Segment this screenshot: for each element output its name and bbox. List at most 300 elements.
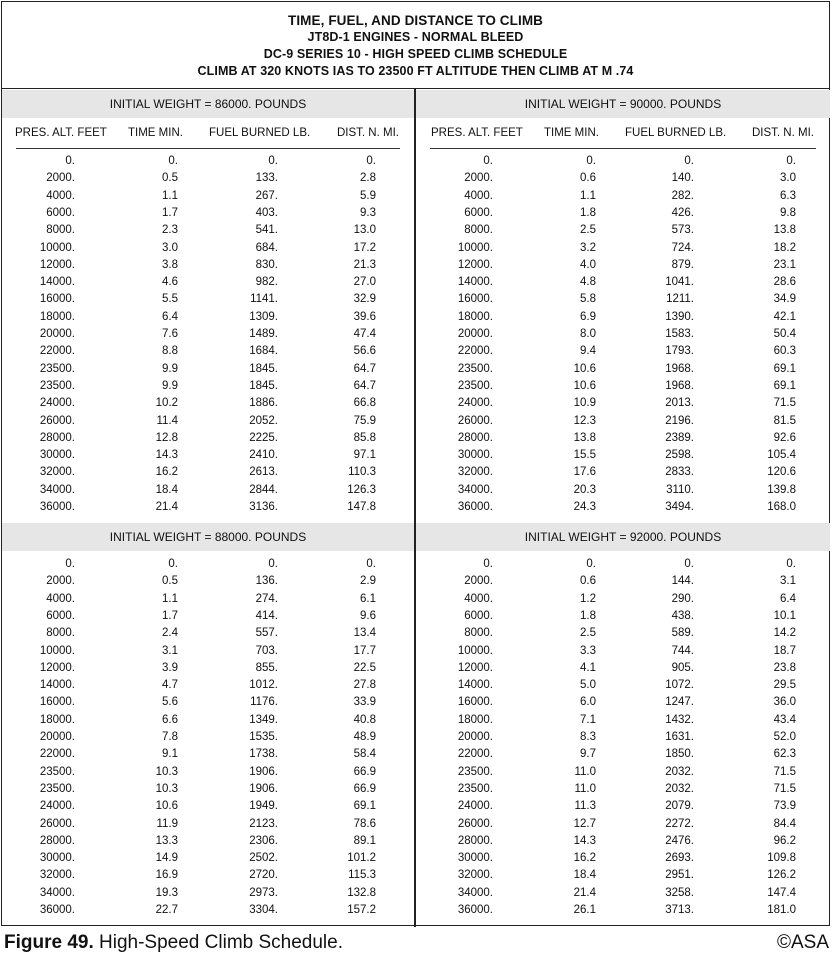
table-cell: 6.1 — [360, 592, 376, 605]
table-cell: 19.3 — [155, 886, 178, 899]
table-cell: 32000. — [457, 466, 493, 479]
table-cell: 12000. — [39, 661, 75, 674]
table-cell: 13.8 — [773, 224, 796, 237]
table-cell: 2000. — [46, 575, 75, 588]
table-cell: 830. — [255, 258, 278, 271]
table-cell: 36000. — [39, 904, 75, 916]
table-cell: 2.4 — [162, 627, 178, 640]
table-cell: 32000. — [39, 466, 75, 479]
table-cell: 26000. — [39, 414, 75, 427]
table-cell: 1176. — [250, 696, 278, 709]
table-cell: 48.9 — [353, 731, 376, 743]
table-cell: 2693. — [665, 852, 694, 865]
table-cell: 27.8 — [353, 679, 376, 692]
table-cell: 9.6 — [360, 609, 376, 622]
table-cell: 12.8 — [155, 431, 178, 444]
table-cell: 1738. — [249, 748, 278, 761]
column-header: PRES. ALT. FEET — [15, 127, 107, 139]
table-cell: 133. — [255, 172, 278, 185]
table-cell: 0. — [168, 558, 178, 570]
table-cell: 1968. — [665, 379, 694, 392]
table-cell: 557. — [255, 627, 278, 640]
aircraft-subtitle: DC-9 SERIES 10 - HIGH SPEED CLIMB SCHEDULE — [263, 47, 568, 61]
table-cell: 33.9 — [353, 696, 376, 709]
table-cell: 6000. — [46, 206, 75, 219]
table-cell: 8.8 — [162, 345, 178, 358]
table-cell: 1489. — [249, 328, 278, 340]
table-cell: 573. — [671, 224, 694, 237]
table-cell: 34000. — [39, 886, 75, 899]
table-cell: 92.6 — [773, 431, 796, 444]
table-cell: 403. — [255, 206, 278, 219]
table-cell: 0. — [483, 558, 493, 570]
table-cell: 6000. — [46, 609, 75, 622]
table-cell: 3.3 — [580, 644, 596, 657]
table-cell: 26000. — [457, 817, 493, 830]
table-cell: 20000. — [457, 731, 493, 743]
table-cell: 8.0 — [580, 328, 596, 340]
table-cell: 2.9 — [360, 575, 376, 588]
table-cell: 110.3 — [348, 466, 376, 479]
table-cell: 12000. — [39, 258, 75, 271]
table-cell: 64.7 — [353, 362, 376, 375]
table-cell: 0. — [586, 155, 596, 167]
table-cell: 0. — [366, 155, 376, 167]
table-cell: 26.1 — [573, 904, 596, 916]
table-cell: 18000. — [457, 310, 493, 323]
table-cell: 126.3 — [347, 483, 376, 496]
table-cell: 1.1 — [580, 189, 596, 202]
table-cell: 4000. — [46, 592, 75, 605]
table-cell: 0. — [65, 558, 75, 570]
table-cell: 16000. — [39, 293, 75, 306]
column-header: PRES. ALT. FEET — [431, 127, 523, 139]
table-cell: 0. — [684, 155, 694, 167]
table-cell: 1309. — [249, 310, 278, 323]
table-cell: 6.6 — [162, 713, 178, 726]
figure-caption — [4, 932, 343, 954]
table-cell: 69.1 — [773, 362, 796, 375]
table-cell: 11.0 — [574, 782, 596, 795]
table-cell: 36.0 — [773, 696, 796, 709]
table-cell: 1072. — [665, 679, 694, 692]
table-cell: 16.2 — [573, 852, 596, 865]
table-cell: 1.7 — [162, 206, 178, 219]
table-cell: 29.5 — [773, 679, 796, 692]
table-cell: 9.3 — [360, 206, 376, 219]
table-cell: 11.4 — [156, 414, 178, 427]
table-cell: 1041. — [665, 276, 694, 289]
table-cell: 147.4 — [767, 886, 796, 899]
table-cell: 2.5 — [580, 224, 596, 237]
table-cell: 12000. — [457, 258, 493, 271]
table-cell: 1211. — [666, 293, 694, 306]
table-cell: 2032. — [665, 765, 694, 778]
table-cell: 24000. — [39, 397, 75, 410]
table-cell: 23500. — [457, 362, 493, 375]
table-cell: 2720. — [249, 869, 278, 882]
table-cell: 1.8 — [580, 609, 596, 622]
table-cell: 89.1 — [353, 834, 376, 847]
table-cell: 3.0 — [780, 172, 796, 185]
table-cell: 9.1 — [162, 748, 178, 761]
table-cell: 1.1 — [162, 189, 178, 202]
table-cell: 1432. — [665, 713, 694, 726]
table-cell: 2079. — [665, 800, 694, 813]
table-cell: 23500. — [39, 765, 75, 778]
table-cell: 5.9 — [360, 189, 376, 202]
table-cell: 5.6 — [162, 696, 178, 709]
table-cell: 101.2 — [347, 852, 376, 865]
table-cell: 6.0 — [580, 696, 596, 709]
figure-title: High-Speed Climb Schedule. — [99, 932, 343, 953]
table-cell: 12000. — [457, 661, 493, 674]
table-cell: 703. — [255, 644, 278, 657]
table-cell: 23.8 — [773, 661, 796, 674]
table-cell: 157.2 — [347, 904, 376, 916]
table-cell: 0. — [366, 558, 376, 570]
table-cell: 2389. — [665, 431, 694, 444]
table-cell: 69.1 — [773, 379, 796, 392]
table-cell: 10000. — [457, 241, 493, 254]
table-cell: 10.6 — [573, 379, 596, 392]
table-cell: 32.9 — [353, 293, 376, 306]
table-cell: 1845. — [249, 362, 278, 375]
table-cell: 0. — [586, 558, 596, 570]
table-cell: 9.4 — [580, 345, 596, 358]
table-cell: 2476. — [665, 834, 694, 847]
table-cell: 1886. — [249, 397, 278, 410]
table-cell: 23500. — [457, 782, 493, 795]
table-cell: 1349. — [249, 713, 278, 726]
table-cell: 21.4 — [155, 501, 178, 513]
table-cell: 18000. — [39, 310, 75, 323]
table-cell: 724. — [671, 241, 694, 254]
header-rule — [430, 148, 816, 149]
table-cell: 11.9 — [156, 817, 178, 830]
table-cell: 84.4 — [773, 817, 796, 830]
table-cell: 1906. — [249, 765, 278, 778]
table-cell: 17.7 — [353, 644, 376, 657]
table-cell: 5.5 — [162, 293, 178, 306]
table-cell: 2013. — [665, 397, 694, 410]
table-frame — [1, 1, 830, 926]
table-cell: 10000. — [39, 241, 75, 254]
table-cell: 21.4 — [573, 886, 596, 899]
table-cell: 2000. — [464, 172, 493, 185]
figure-number: Figure 49. — [4, 932, 94, 953]
table-cell: 18000. — [39, 713, 75, 726]
table-cell: 15.5 — [573, 449, 596, 462]
table-cell: 8000. — [464, 627, 493, 640]
table-cell: 0. — [268, 155, 278, 167]
table-cell: 4.0 — [580, 258, 596, 271]
table-cell: 0.6 — [580, 172, 596, 185]
table-cell: 71.5 — [773, 782, 796, 795]
table-cell: 3110. — [666, 483, 694, 496]
section-header: INITIAL WEIGHT = 88000. POUNDS — [2, 523, 414, 551]
table-cell: 109.8 — [767, 852, 796, 865]
table-cell: 22.7 — [155, 904, 178, 916]
table-cell: 2032. — [665, 782, 694, 795]
table-cell: 2.5 — [580, 627, 596, 640]
table-cell: 28000. — [39, 431, 75, 444]
table-cell: 9.9 — [162, 362, 178, 375]
table-cell: 290. — [671, 592, 694, 605]
table-cell: 39.6 — [353, 310, 376, 323]
table-cell: 97.1 — [353, 449, 376, 462]
table-cell: 2196. — [665, 414, 694, 427]
table-cell: 30000. — [39, 852, 75, 865]
table-cell: 982. — [255, 276, 278, 289]
table-cell: 7.8 — [162, 731, 178, 743]
header-rule — [16, 148, 400, 149]
table-cell: 10000. — [457, 644, 493, 657]
table-cell: 1968. — [665, 362, 694, 375]
table-cell: 12.3 — [573, 414, 596, 427]
table-cell: 4.7 — [162, 679, 178, 692]
table-cell: 267. — [255, 189, 278, 202]
table-cell: 34000. — [457, 886, 493, 899]
table-cell: 3.9 — [162, 661, 178, 674]
table-cell: 1.8 — [580, 206, 596, 219]
table-cell: 6000. — [464, 206, 493, 219]
table-cell: 3.2 — [580, 241, 596, 254]
table-cell: 16000. — [39, 696, 75, 709]
table-cell: 1390. — [665, 310, 694, 323]
table-cell: 274. — [255, 592, 278, 605]
table-cell: 8000. — [46, 627, 75, 640]
table-cell: 26000. — [457, 414, 493, 427]
table-cell: 23500. — [39, 782, 75, 795]
table-cell: 22000. — [39, 345, 75, 358]
table-cell: 0. — [684, 558, 694, 570]
table-cell: 1247. — [665, 696, 694, 709]
table-cell: 32000. — [457, 869, 493, 882]
table-cell: 66.8 — [353, 397, 376, 410]
table-cell: 23500. — [39, 379, 75, 392]
table-cell: 2123. — [249, 817, 278, 830]
table-cell: 426. — [671, 206, 694, 219]
table-cell: 47.4 — [353, 328, 376, 340]
table-cell: 50.4 — [773, 328, 796, 340]
table-cell: 13.4 — [353, 627, 376, 640]
table-cell: 10.3 — [155, 765, 178, 778]
table-cell: 0. — [65, 155, 75, 167]
table-cell: 684. — [255, 241, 278, 254]
table-cell: 9.7 — [580, 748, 596, 761]
table-cell: 4.8 — [580, 276, 596, 289]
table-cell: 1906. — [249, 782, 278, 795]
table-cell: 1684. — [249, 345, 278, 358]
table-cell: 6.3 — [780, 189, 796, 202]
table-cell: 18.4 — [573, 869, 596, 882]
section-header: INITIAL WEIGHT = 90000. POUNDS — [416, 90, 830, 118]
table-cell: 56.6 — [353, 345, 376, 358]
table-cell: 9.9 — [162, 379, 178, 392]
table-cell: 28000. — [457, 431, 493, 444]
table-cell: 6.9 — [580, 310, 596, 323]
table-cell: 2000. — [46, 172, 75, 185]
table-cell: 22000. — [457, 345, 493, 358]
table-cell: 20000. — [39, 328, 75, 340]
engine-subtitle: JT8D-1 ENGINES - NORMAL BLEED — [307, 30, 524, 44]
table-cell: 905. — [671, 661, 694, 674]
table-cell: 10.6 — [573, 362, 596, 375]
table-cell: 22000. — [39, 748, 75, 761]
table-cell: 17.6 — [573, 466, 596, 479]
table-cell: 0.5 — [162, 172, 178, 185]
table-cell: 0.5 — [162, 575, 178, 588]
table-cell: 132.8 — [347, 886, 376, 899]
table-cell: 62.3 — [773, 748, 796, 761]
table-cell: 66.9 — [353, 765, 376, 778]
table-cell: 3.1 — [162, 644, 178, 657]
table-cell: 2598. — [665, 449, 694, 462]
table-cell: 30000. — [39, 449, 75, 462]
table-cell: 6000. — [464, 609, 493, 622]
table-cell: 1141. — [250, 293, 278, 306]
table-cell: 2833. — [665, 466, 694, 479]
table-cell: 140. — [671, 172, 694, 185]
table-cell: 7.6 — [162, 328, 178, 340]
column-header: DIST. N. MI. — [752, 127, 814, 139]
table-cell: 2951. — [665, 869, 694, 882]
table-cell: 136. — [255, 575, 278, 588]
table-cell: 126.2 — [767, 869, 796, 882]
table-cell: 10.2 — [155, 397, 178, 410]
table-cell: 1012. — [249, 679, 278, 692]
table-cell: 24000. — [39, 800, 75, 813]
table-cell: 0. — [168, 155, 178, 167]
section-header: INITIAL WEIGHT = 86000. POUNDS — [2, 90, 414, 118]
table-cell: 14000. — [39, 276, 75, 289]
table-cell: 1.2 — [580, 592, 596, 605]
table-cell: 2.3 — [162, 224, 178, 237]
table-cell: 14.3 — [573, 834, 596, 847]
table-cell: 13.8 — [573, 431, 596, 444]
section-header: INITIAL WEIGHT = 92000. POUNDS — [416, 523, 830, 551]
table-cell: 115.3 — [348, 869, 376, 882]
table-cell: 7.1 — [580, 713, 596, 726]
table-cell: 23500. — [457, 765, 493, 778]
table-cell: 4000. — [464, 592, 493, 605]
table-cell: 8000. — [46, 224, 75, 237]
table-cell: 16000. — [457, 293, 493, 306]
column-header: FUEL BURNED LB. — [209, 127, 311, 139]
table-cell: 2502. — [249, 852, 278, 865]
table-cell: 589. — [671, 627, 694, 640]
table-cell: 2410. — [249, 449, 278, 462]
table-cell: 28000. — [457, 834, 493, 847]
table-cell: 2844. — [249, 483, 278, 496]
table-cell: 2272. — [665, 817, 694, 830]
table-cell: 11.0 — [574, 765, 596, 778]
table-cell: 42.1 — [773, 310, 796, 323]
table-cell: 5.0 — [580, 679, 596, 692]
table-cell: 0. — [268, 558, 278, 570]
table-cell: 36000. — [457, 904, 493, 916]
climb-schedule-subtitle: CLIMB AT 320 KNOTS IAS TO 23500 FT ALTITUDE THEN CLIMB AT M .74 — [197, 64, 634, 78]
table-cell: 3713. — [665, 904, 694, 916]
table-cell: 3304. — [249, 904, 278, 916]
table-cell: 8.3 — [580, 731, 596, 743]
table-cell: 23500. — [457, 379, 493, 392]
table-cell: 1535. — [249, 731, 278, 743]
table-cell: 18000. — [457, 713, 493, 726]
table-cell: 10.6 — [155, 800, 178, 813]
table-cell: 18.4 — [155, 483, 178, 496]
table-cell: 23.1 — [773, 258, 796, 271]
table-cell: 1845. — [249, 379, 278, 392]
table-cell: 2613. — [249, 466, 278, 479]
table-cell: 34.9 — [773, 293, 796, 306]
table-cell: 14000. — [457, 276, 493, 289]
table-cell: 3136. — [249, 501, 278, 513]
table-cell: 3.8 — [162, 258, 178, 271]
table-cell: 438. — [671, 609, 694, 622]
column-header: TIME MIN. — [544, 127, 599, 139]
table-cell: 43.4 — [773, 713, 796, 726]
table-cell: 24.3 — [573, 501, 596, 513]
table-cell: 3494. — [665, 501, 694, 513]
table-cell: 181.0 — [767, 904, 796, 916]
table-cell: 14000. — [457, 679, 493, 692]
table-cell: 1.7 — [162, 609, 178, 622]
table-cell: 14000. — [39, 679, 75, 692]
table-cell: 744. — [671, 644, 694, 657]
table-cell: 139.8 — [767, 483, 796, 496]
table-cell: 12.7 — [573, 817, 596, 830]
table-cell: 0.6 — [580, 575, 596, 588]
table-cell: 147.8 — [347, 501, 376, 513]
table-cell: 66.9 — [353, 782, 376, 795]
table-cell: 73.9 — [773, 800, 796, 813]
column-header: TIME MIN. — [128, 127, 183, 139]
table-cell: 10.1 — [773, 609, 796, 622]
table-cell: 16.2 — [155, 466, 178, 479]
table-cell: 144. — [671, 575, 694, 588]
copyright: ©ASA — [776, 932, 829, 953]
table-cell: 0. — [786, 558, 796, 570]
table-cell: 168.0 — [767, 501, 796, 513]
table-cell: 24000. — [457, 397, 493, 410]
table-cell: 20000. — [39, 731, 75, 743]
table-cell: 20.3 — [573, 483, 596, 496]
table-cell: 2.8 — [360, 172, 376, 185]
table-cell: 105.4 — [767, 449, 796, 462]
table-cell: 120.6 — [767, 466, 796, 479]
table-cell: 34000. — [39, 483, 75, 496]
table-cell: 4.6 — [162, 276, 178, 289]
table-cell: 52.0 — [773, 731, 796, 743]
table-cell: 16000. — [457, 696, 493, 709]
table-cell: 20000. — [457, 328, 493, 340]
table-cell: 14.9 — [155, 852, 178, 865]
table-cell: 78.6 — [353, 817, 376, 830]
table-cell: 14.2 — [773, 627, 796, 640]
table-cell: 16.9 — [155, 869, 178, 882]
table-cell: 34000. — [457, 483, 493, 496]
table-cell: 36000. — [457, 501, 493, 513]
center-divider — [414, 89, 416, 927]
table-cell: 22.5 — [353, 661, 376, 674]
table-cell: 2225. — [249, 431, 278, 444]
table-cell: 1793. — [665, 345, 694, 358]
table-cell: 879. — [671, 258, 694, 271]
table-cell: 0. — [786, 155, 796, 167]
table-cell: 11.3 — [574, 800, 596, 813]
